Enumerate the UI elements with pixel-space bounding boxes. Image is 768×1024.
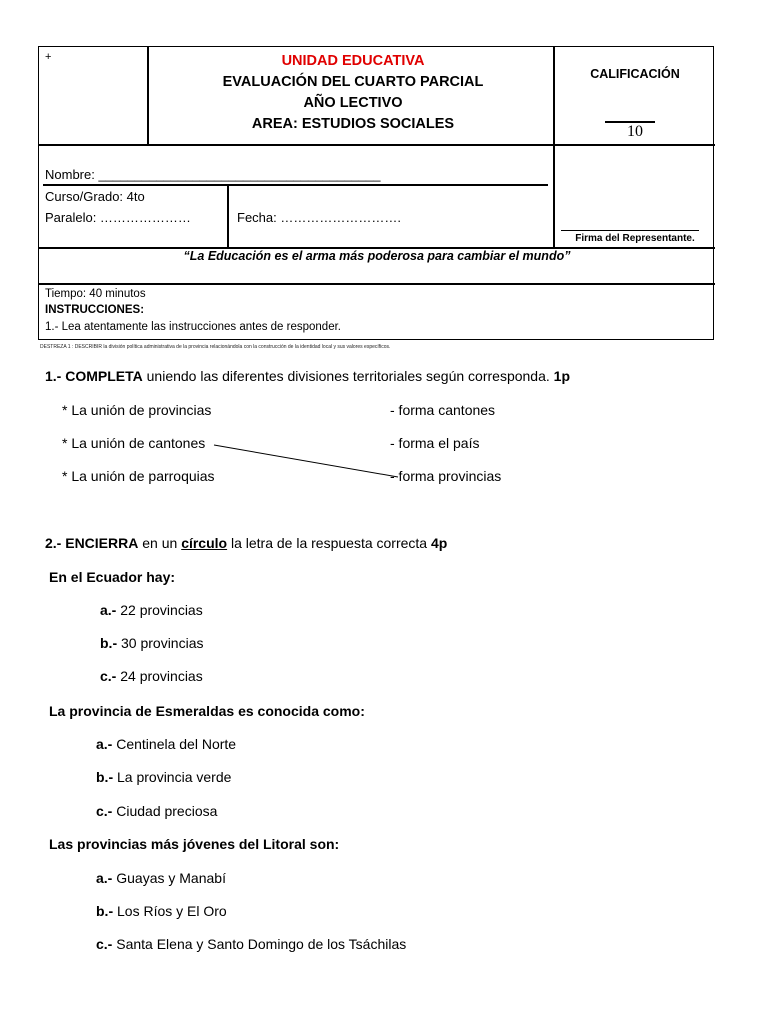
question-2-text-a: en un (138, 535, 182, 551)
answer-option (96, 936, 406, 952)
option-text: 24 provincias (116, 668, 203, 684)
option-letter: b.- (96, 769, 114, 785)
instructions-heading: INSTRUCCIONES: (45, 304, 145, 316)
match-right-item: - forma cantones (390, 402, 496, 418)
answer-option (96, 769, 231, 785)
instruction-1: 1.- Lea atentamente las instrucciones antes de responder. (45, 321, 341, 333)
option-text: La provincia verde (113, 769, 232, 785)
option-text: 30 provincias (117, 635, 204, 651)
option-text: 22 provincias (116, 602, 203, 618)
option-letter: b.- (96, 903, 114, 919)
answer-option (96, 803, 217, 819)
option-text: Ciudad preciosa (112, 803, 218, 819)
answer-option (96, 870, 226, 886)
paralelo-field: Paralelo: ………………… (45, 210, 191, 225)
match-right-item: - forma el país (390, 435, 480, 451)
exam-title: EVALUACIÓN DEL CUARTO PARCIAL (222, 74, 484, 90)
option-letter: c.- (96, 803, 113, 819)
date-field: Fecha: ………………………. (237, 210, 401, 225)
question-2-number: 2.- ENCIERRA (45, 535, 139, 551)
sub-question: En el Ecuador hay: (49, 569, 176, 585)
question-2-points: 4p (430, 535, 448, 551)
answer-option (100, 668, 203, 684)
question-1-text: uniendo las diferentes divisiones territoriales según corresponda. (142, 368, 554, 384)
grade-total: 10 (627, 123, 643, 140)
subject-area: AREA: ESTUDIOS SOCIALES (251, 116, 455, 132)
option-letter: a.- (96, 736, 113, 752)
sub-question: Las provincias más jóvenes del Litoral son: (49, 836, 340, 852)
option-letter: a.- (100, 602, 117, 618)
answer-option (100, 635, 204, 651)
question-1-number: 1.- COMPLETA (45, 368, 143, 384)
option-text: Santa Elena y Santo Domingo de los Tsáchilas (112, 936, 407, 952)
school-year: AÑO LECTIVO (303, 95, 403, 111)
signature-label: Firma del Representante. (575, 233, 695, 244)
option-text: Los Ríos y El Oro (113, 903, 227, 919)
question-2-prompt (45, 535, 447, 551)
question-2-circle-word: círculo (181, 535, 228, 551)
option-text: Guayas y Manabí (112, 870, 226, 886)
question-2-text-b: la letra de la respuesta correcta (227, 535, 431, 551)
option-letter: b.- (100, 635, 118, 651)
answer-option (96, 736, 236, 752)
question-1-points: 1p (553, 368, 570, 384)
sub-question: La provincia de Esmeraldas es conocida como: (49, 703, 365, 719)
name-field: Nombre: _______________________________________ (45, 167, 381, 182)
option-letter: c.- (96, 936, 113, 952)
time-limit: Tiempo: 40 minutos (45, 288, 146, 300)
school-name: UNIDAD EDUCATIVA (281, 53, 425, 69)
option-letter: c.- (100, 668, 117, 684)
option-letter: a.- (96, 870, 113, 886)
match-left-item: * La unión de parroquias (62, 468, 215, 484)
match-right-item: - forma provincias (390, 468, 502, 484)
plus-mark: + (45, 51, 52, 63)
answer-option (100, 602, 203, 618)
answer-option (96, 903, 227, 919)
grade-label: CALIFICACIÓN (590, 67, 680, 81)
motto-quote: “La Educación es el arma más poderosa para cambiar el mundo” (183, 249, 571, 263)
course-field: Curso/Grado: 4to (45, 189, 145, 204)
match-left-item: * La unión de provincias (62, 402, 212, 418)
skill-statement: DESTREZA 1 : DESCRIBIR la división política administrativa de la provincia relacionándola con la construcción de la identidad local y sus valores específicos. (40, 344, 391, 350)
option-text: Centinela del Norte (112, 736, 237, 752)
match-left-item: * La unión de cantones (62, 435, 206, 451)
